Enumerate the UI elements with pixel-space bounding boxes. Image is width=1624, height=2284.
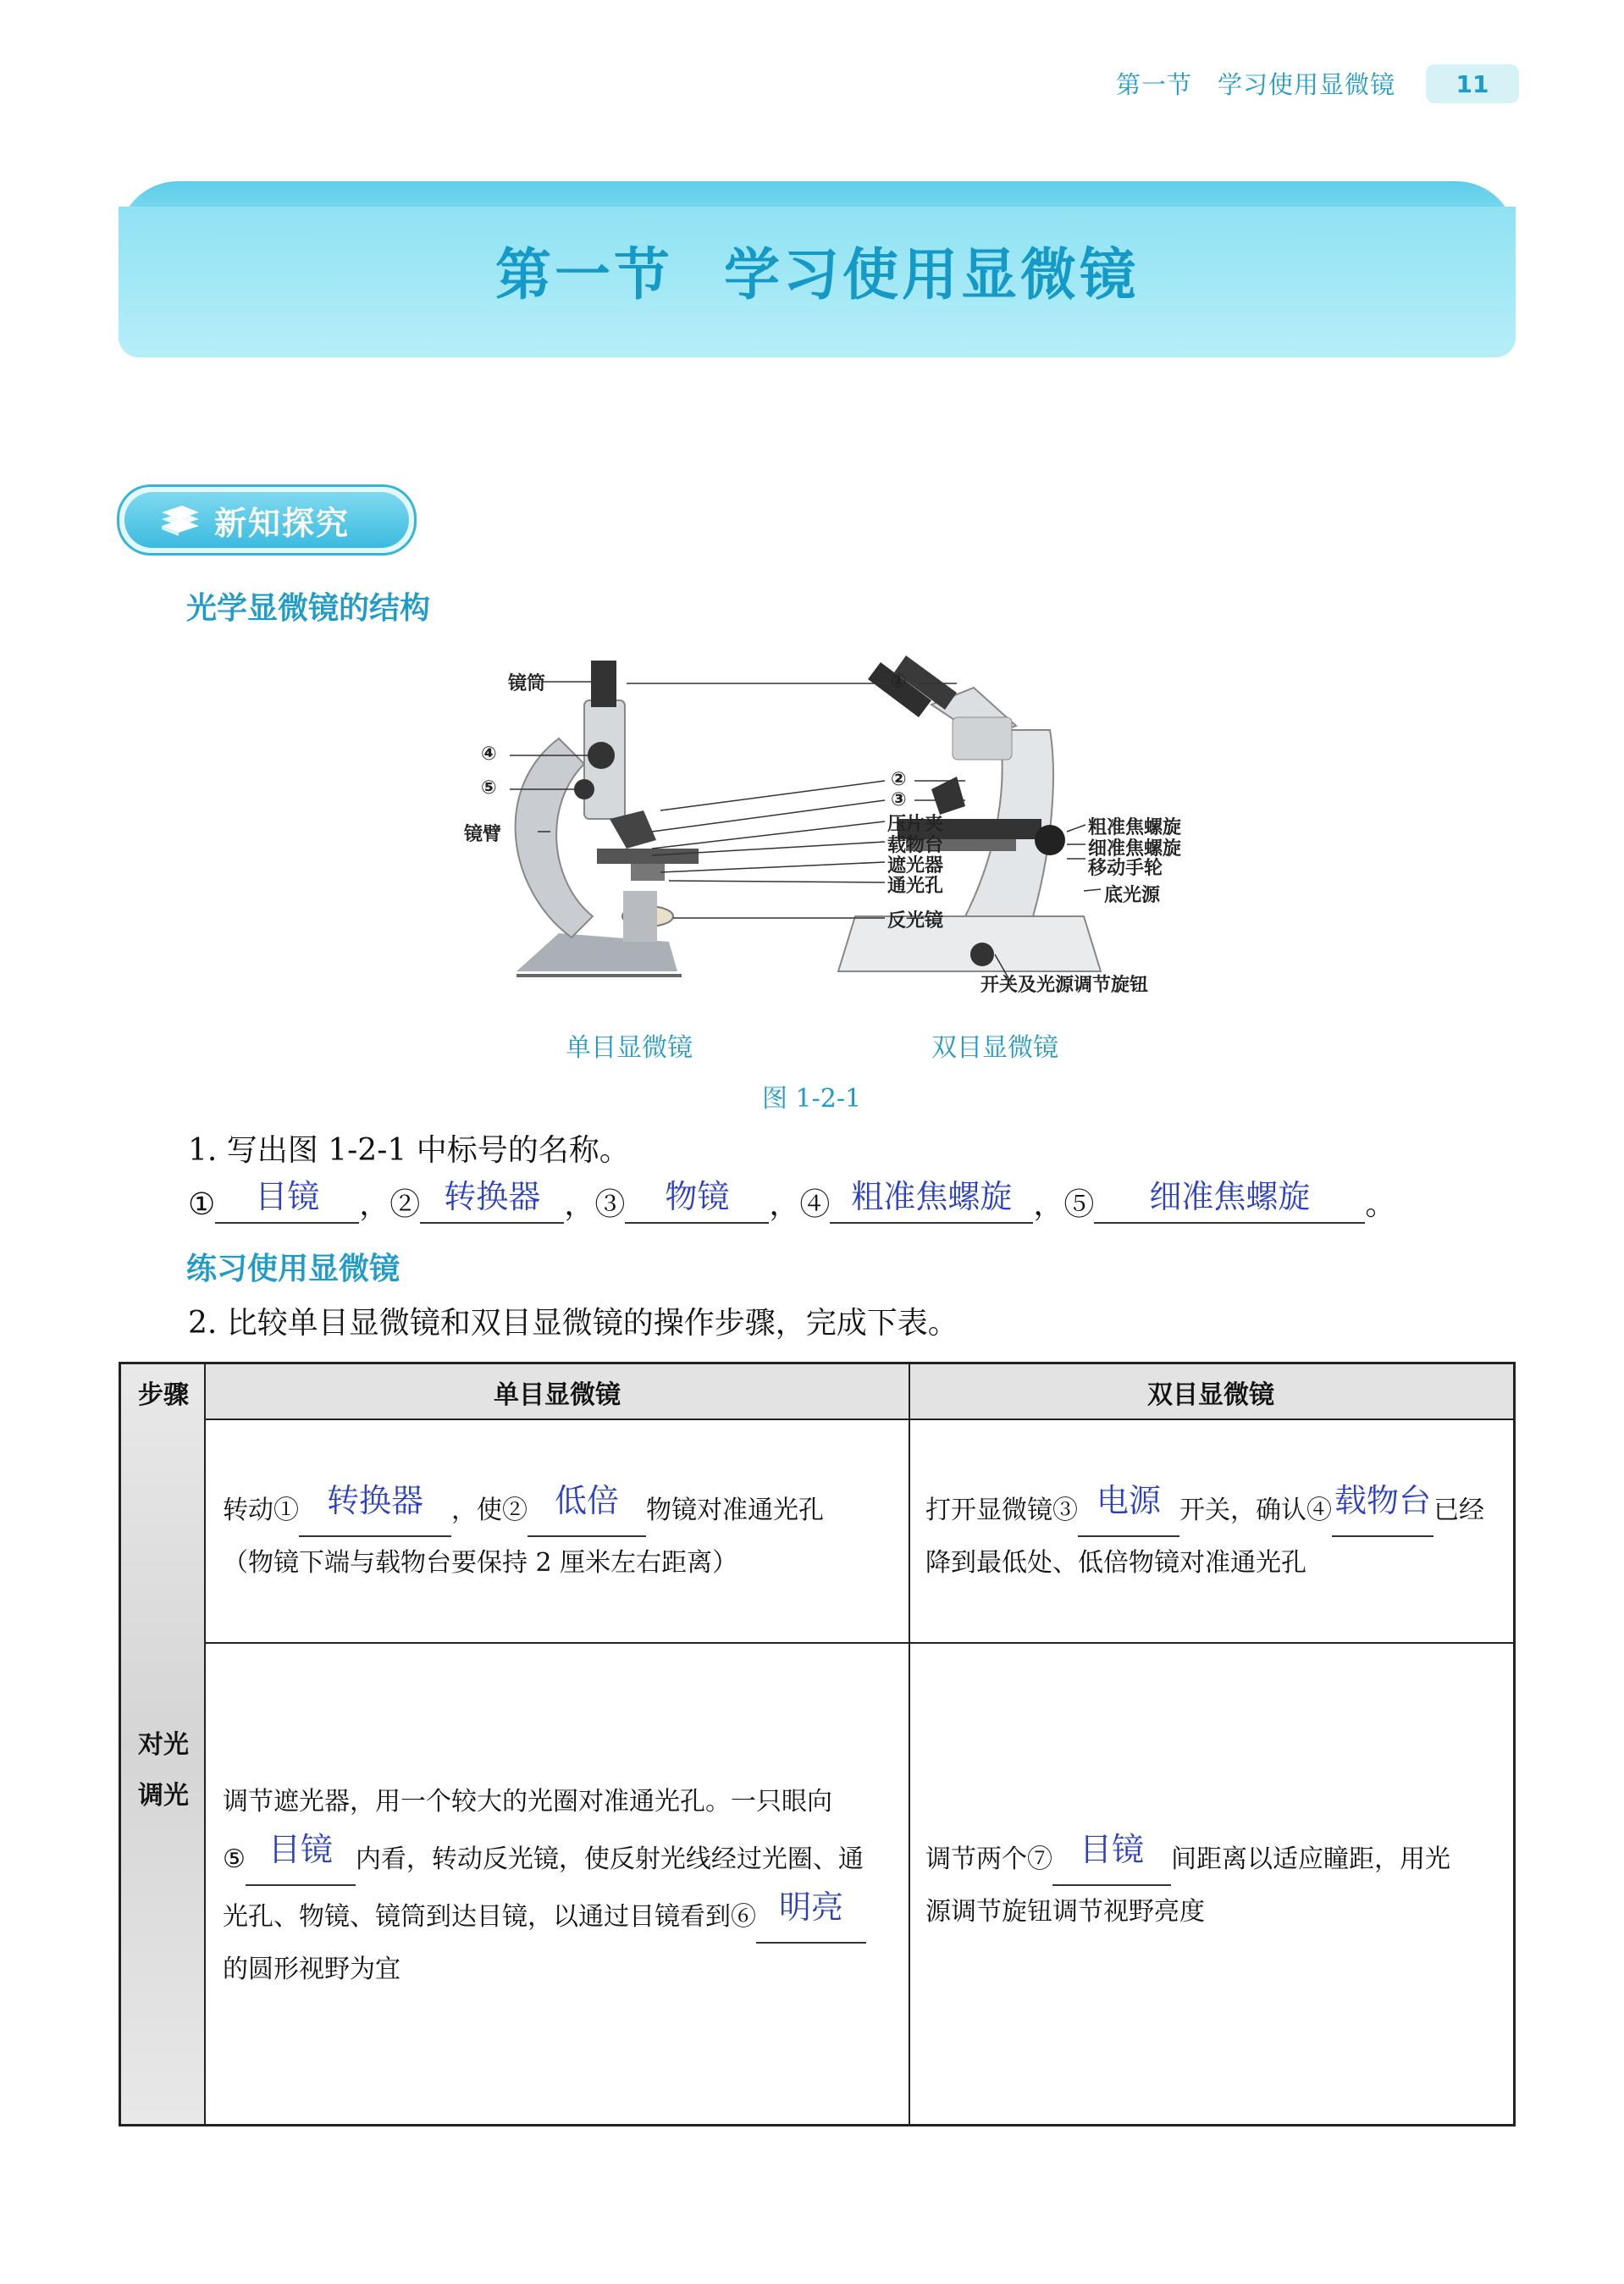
subheading-practice: 练习使用显微镜 — [186, 1252, 400, 1286]
mark-5: ⑤ — [1063, 1187, 1095, 1222]
answer-blank-3[interactable] — [625, 1175, 769, 1224]
blank-5[interactable] — [246, 1828, 356, 1886]
fig-label-bottom-light: 底光源 — [1104, 885, 1161, 906]
answer-4: 粗准焦螺旋 — [851, 1178, 1013, 1215]
row1-mono-text-1: 转动① — [223, 1496, 299, 1525]
mark-4: ④ — [799, 1187, 831, 1222]
books-icon — [157, 500, 204, 538]
row1-bino-text-3: 已经 — [1433, 1496, 1484, 1525]
caption-monocular: 单目显微镜 — [566, 1033, 693, 1063]
sep-2: ， — [564, 1187, 595, 1222]
table-answer-4: 载物台 — [1334, 1482, 1431, 1519]
answer-blank-1[interactable] — [215, 1175, 359, 1224]
sep-4: ， — [1033, 1187, 1064, 1222]
blank-7[interactable] — [1052, 1828, 1171, 1886]
binocular-microscope-drawing — [838, 655, 1101, 971]
running-header — [1116, 66, 1421, 101]
row2-bino-text-1: 调节两个⑦ — [925, 1844, 1052, 1874]
table-answer-1: 转换器 — [326, 1482, 423, 1519]
row2-bino-text-3: 源调节旋钮调节视野亮度 — [925, 1897, 1205, 1927]
answer-blank-5[interactable] — [1094, 1175, 1365, 1224]
table-answer-5: 目镜 — [268, 1831, 333, 1868]
fig-label-stage: 载物台 — [887, 835, 944, 856]
running-header-title: 学习使用显微镜 — [1218, 70, 1396, 99]
blank-4[interactable] — [1332, 1479, 1433, 1537]
row2-mono-text-4: 光孔、物镜、镜筒到达目镜，以通过目镜看到⑥ — [223, 1902, 756, 1932]
table-answer-6: 明亮 — [778, 1889, 843, 1926]
subheading-structure: 光学显微镜的结构 — [186, 591, 431, 626]
step-name-line-2: 调光 — [138, 1781, 189, 1811]
row1-monocular-cell — [223, 1479, 900, 1590]
answer-3: 物镜 — [665, 1178, 730, 1215]
answer-2: 转换器 — [444, 1178, 541, 1215]
row2-bino-text-2: 间距离以适应瞳距，用光 — [1171, 1844, 1450, 1874]
row2-mono-text-3: 内看，转动反光镜，使反射光线经过光圈、通 — [355, 1844, 864, 1874]
table-answer-7: 目镜 — [1079, 1831, 1144, 1868]
title-section: 第一节 — [495, 241, 673, 307]
fig-label-2: ② — [891, 769, 907, 790]
pill-label: 新知探究 — [214, 504, 351, 542]
blank-3[interactable] — [1078, 1479, 1179, 1537]
row2-mono-text-1: 调节遮光器，用一个较大的光圈对准通光孔。一只眼向 — [223, 1787, 832, 1817]
row1-mono-text-4: （物镜下端与载物台要保持 2 厘米左右距离） — [223, 1548, 738, 1578]
fig-label-tube: 镜筒 — [508, 673, 546, 694]
fig-label-arm: 镜臂 — [464, 824, 502, 845]
fig-label-mirror: 反光镜 — [887, 910, 944, 932]
section-pill — [117, 484, 417, 556]
fig-label-aperture: 通光孔 — [887, 876, 944, 897]
table-answer-3: 电源 — [1096, 1482, 1161, 1519]
row1-mono-text-3: 物镜对准通光孔 — [646, 1496, 824, 1525]
fig-label-clip: 压片夹 — [887, 814, 944, 835]
row2-mono-text-2: ⑤ — [223, 1844, 246, 1874]
fig-label-1: ① — [891, 671, 907, 692]
blank-2[interactable] — [528, 1479, 646, 1537]
page-title — [119, 181, 1516, 357]
figure-number: 图 1-2-1 — [762, 1084, 862, 1114]
step-name-line-1: 对光 — [138, 1730, 189, 1760]
mark-2: ② — [389, 1187, 421, 1222]
sep-1: ， — [359, 1187, 390, 1222]
fig-label-4: ④ — [481, 744, 497, 765]
fig-label-coarse: 粗准焦螺旋 — [1088, 817, 1182, 838]
caption-binocular: 双目显微镜 — [931, 1033, 1058, 1063]
mark-1: ① — [188, 1187, 216, 1222]
title-text: 学习使用显微镜 — [724, 241, 1139, 307]
monocular-microscope-drawing — [516, 661, 699, 976]
answer-blank-4[interactable] — [830, 1175, 1033, 1224]
comparison-table — [119, 1362, 1516, 2126]
fig-label-switch: 开关及光源调节旋钮 — [980, 975, 1149, 996]
sep-3: ， — [769, 1187, 800, 1222]
running-header-section: 第一节 — [1116, 70, 1193, 99]
question-1-answers — [188, 1175, 1395, 1224]
table-answer-2: 低倍 — [554, 1482, 619, 1519]
fig-label-handwheel: 移动手轮 — [1088, 858, 1163, 879]
question-1-prompt: 1. 写出图 1-2-1 中标号的名称。 — [188, 1133, 630, 1168]
row2-binocular-cell — [925, 1828, 1510, 1938]
fig-label-diaphragm: 遮光器 — [887, 855, 944, 877]
question-2-prompt: 2. 比较单目显微镜和双目显微镜的操作步骤，完成下表。 — [188, 1306, 958, 1341]
row1-bino-text-2: 开关，确认④ — [1179, 1496, 1332, 1525]
page-number: 11 — [1426, 64, 1519, 103]
blank-1[interactable] — [299, 1479, 451, 1537]
microscope-figure — [457, 637, 1202, 996]
end-mark: 。 — [1365, 1187, 1396, 1222]
mark-3: ③ — [594, 1187, 626, 1222]
fig-label-5: ⑤ — [481, 777, 497, 799]
row1-mono-text-2: ，使② — [451, 1496, 528, 1525]
row1-bino-text-4: 降到最低处、低倍物镜对准通光孔 — [925, 1548, 1306, 1578]
answer-1: 目镜 — [255, 1178, 320, 1215]
blank-6[interactable] — [756, 1886, 866, 1944]
fig-label-3: ③ — [891, 789, 907, 810]
answer-blank-2[interactable] — [420, 1175, 564, 1224]
row2-mono-text-5: 的圆形视野为宜 — [223, 1955, 400, 1984]
row1-binocular-cell — [925, 1479, 1510, 1590]
header-step: 步骤 — [138, 1380, 189, 1410]
header-monocular: 单目显微镜 — [494, 1380, 621, 1410]
title-banner — [119, 181, 1516, 357]
answer-5: 细准焦螺旋 — [1149, 1178, 1311, 1215]
row2-monocular-cell — [223, 1776, 900, 1996]
row1-bino-text-1: 打开显微镜③ — [925, 1496, 1078, 1525]
fig-label-fine: 细准焦螺旋 — [1088, 838, 1182, 860]
header-binocular: 双目显微镜 — [1147, 1380, 1274, 1410]
